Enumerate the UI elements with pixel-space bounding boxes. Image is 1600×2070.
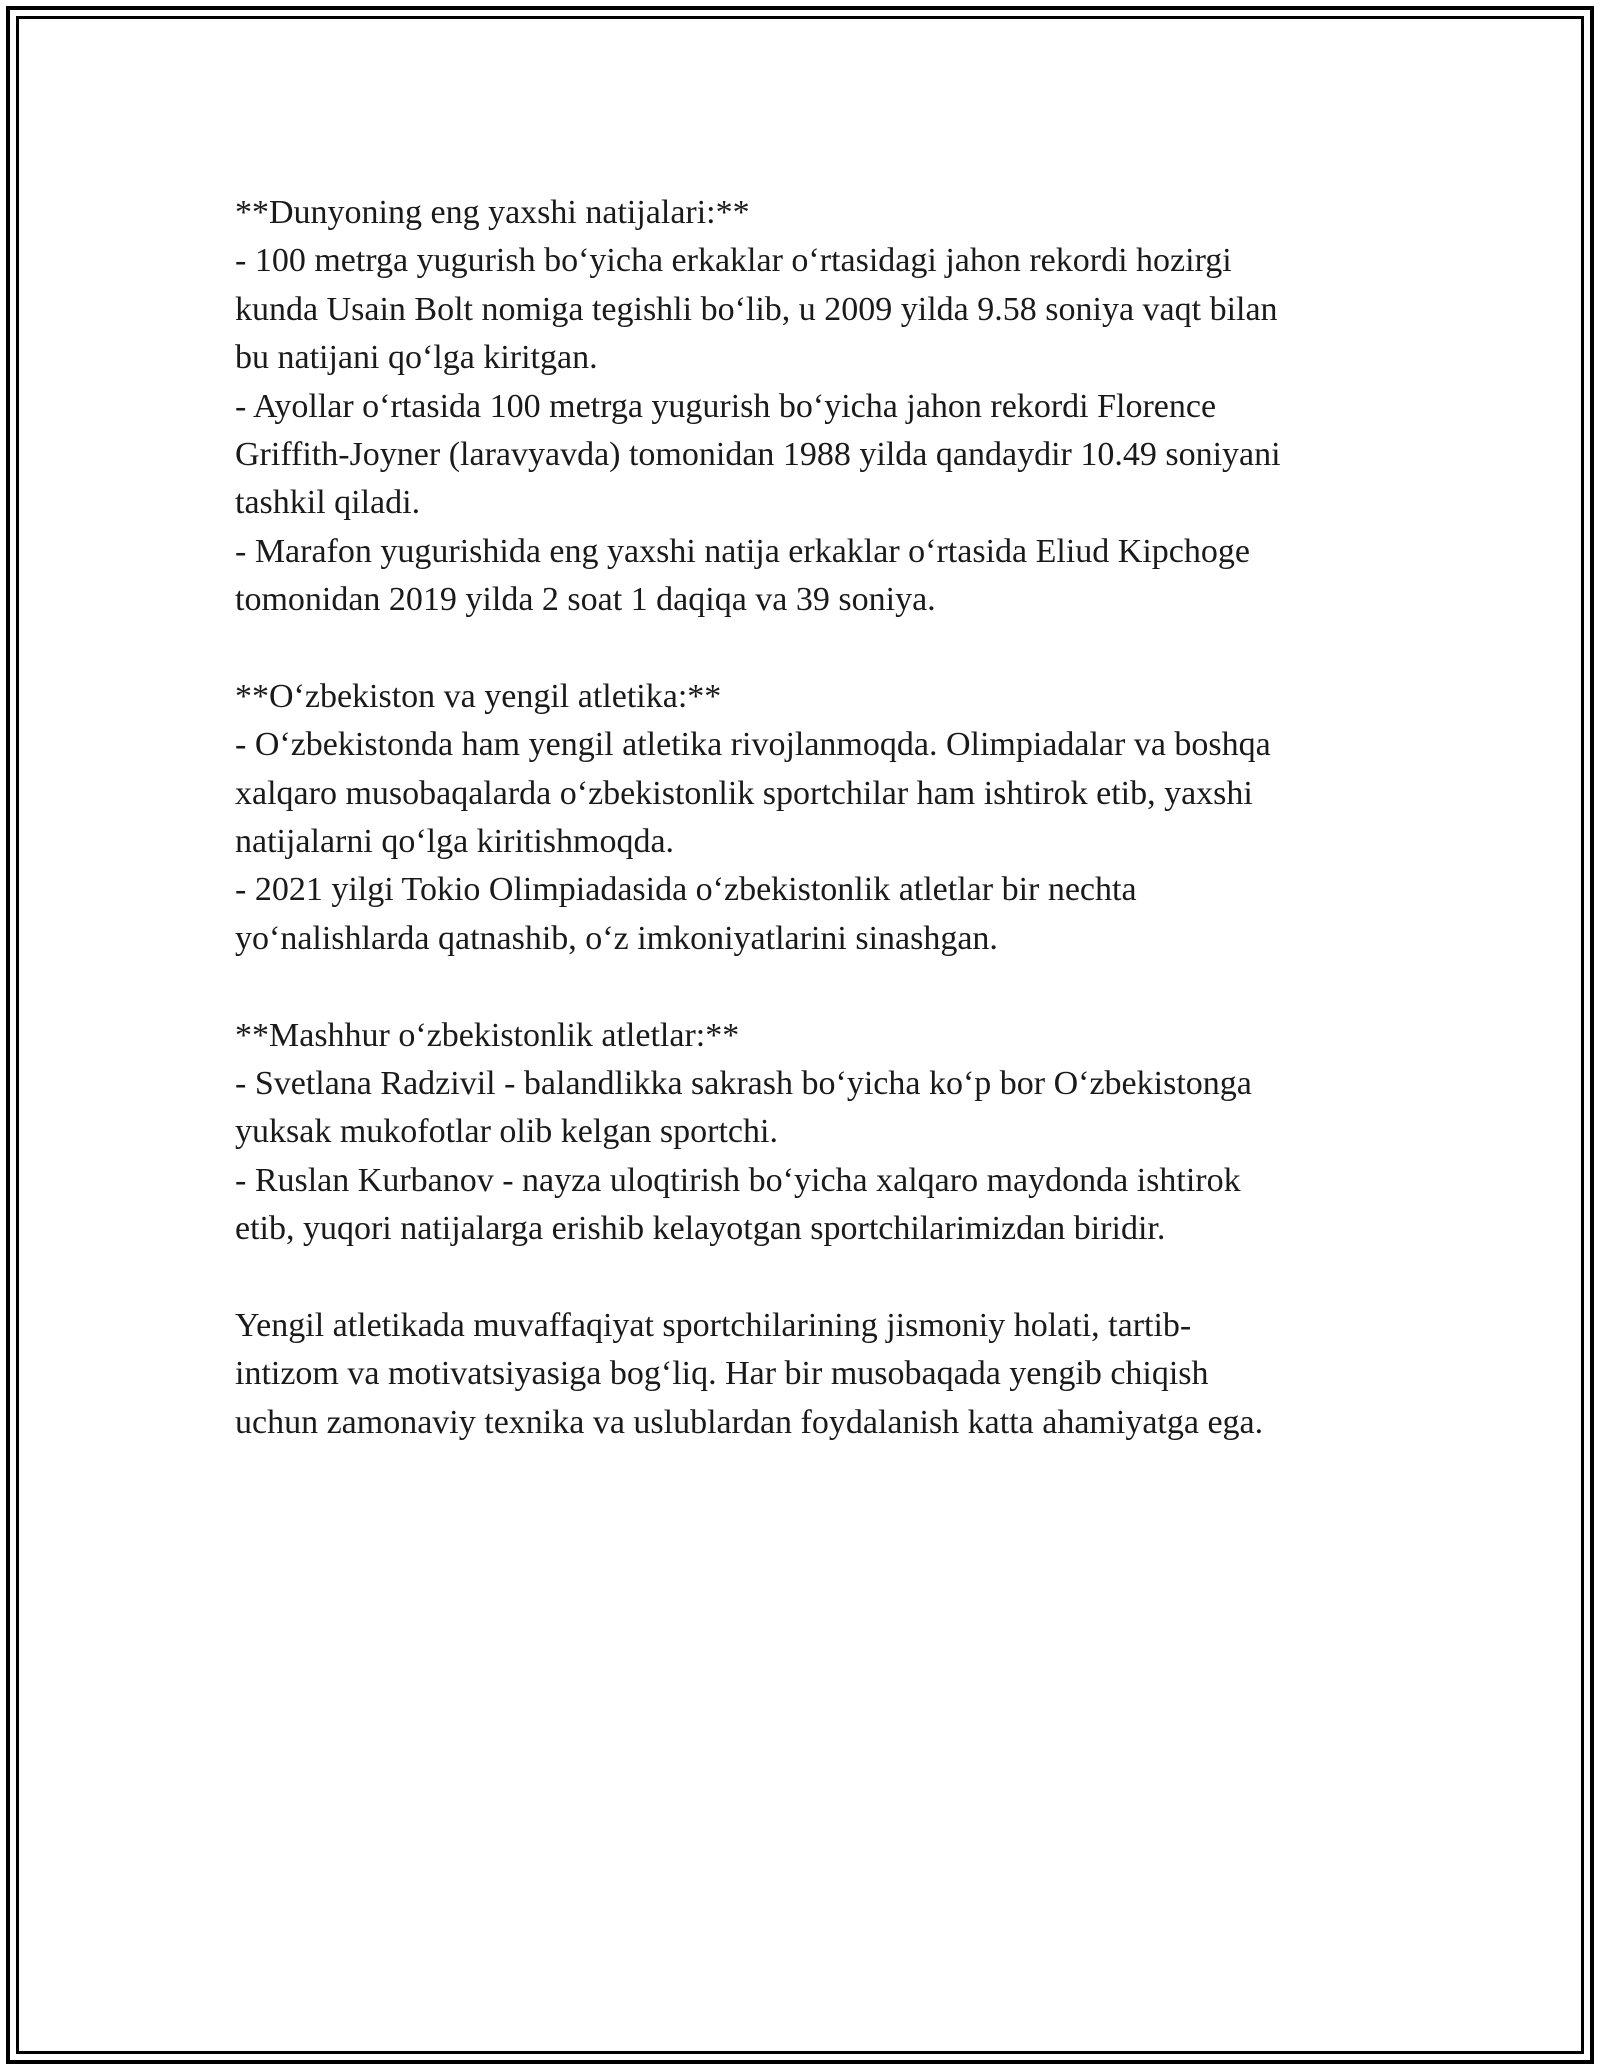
section-world-records [235, 189, 1395, 625]
text-line: bu natijani qo‘lga kiritgan. [235, 339, 598, 377]
text-line: tashkil qiladi. [235, 484, 421, 522]
text-line: natijalarni qo‘lga kiritishmoqda. [235, 823, 675, 861]
text-line: etib, yuqori natijalarga erishib kelayotgan sportchilarimizdan biridir. [235, 1210, 1166, 1248]
text-line: - Marafon yugurishida eng yaxshi natija erkaklar o‘rtasida Eliud Kipchoge [235, 532, 1250, 570]
text-line: - Svetlana Radzivil - balandlikka sakrash bo‘yicha ko‘p bor O‘zbekistonga [235, 1065, 1252, 1103]
text-line: - Ruslan Kurbanov - nayza uloqtirish bo‘yicha xalqaro maydonda ishtirok [235, 1161, 1241, 1199]
paragraph-gap [235, 1254, 1395, 1302]
text-line: - O‘zbekistonda ham yengil atletika rivojlanmoqda. Olimpiadalar va boshqa [235, 726, 1271, 764]
text-line: tomonidan 2019 yilda 2 soat 1 daqiqa va 39 soniya. [235, 581, 936, 619]
closing-paragraph [235, 1302, 1395, 1447]
text-line: yo‘nalishlarda qatnashib, o‘z imkoniyatlarini sinashgan. [235, 919, 998, 957]
text-line: intizom va motivatsiyasiga bog‘liq. Har bir musobaqada yengib chiqish [235, 1355, 1209, 1393]
text-line: Yengil atletikada muvaffaqiyat sportchilarining jismoniy holati, tartib- [235, 1306, 1192, 1344]
section-heading: **Mashhur o‘zbekistonlik atletlar:** [235, 1016, 740, 1054]
text-line: - 2021 yilgi Tokio Olimpiadasida o‘zbekistonlik atletlar bir nechta [235, 871, 1137, 909]
paragraph-gap [235, 625, 1395, 673]
section-famous-athletes [235, 1012, 1395, 1254]
section-uzbekistan-athletics [235, 673, 1395, 963]
document-body [235, 189, 1395, 1447]
text-line: kunda Usain Bolt nomiga tegishli bo‘lib, u 2009 yilda 9.58 soniya vaqt bilan [235, 290, 1278, 328]
text-line: yuksak mukofotlar olib kelgan sportchi. [235, 1113, 778, 1151]
text-line: xalqaro musobaqalarda o‘zbekistonlik sportchilar ham ishtirok etib, yaxshi [235, 774, 1253, 812]
text-line: uchun zamonaviy texnika va uslublardan foydalanish katta ahamiyatga ega. [235, 1403, 1264, 1441]
section-heading: **Dunyoning eng yaxshi natijalari:** [235, 194, 750, 231]
paragraph-gap [235, 963, 1395, 1011]
text-line: - Ayollar o‘rtasida 100 metrga yugurish bo‘yicha jahon rekordi Florence [235, 387, 1217, 425]
section-heading: **O‘zbekiston va yengil atletika:** [235, 677, 722, 715]
text-line: Griffith-Joyner (laravyavda) tomonidan 1988 yilda qandaydir 10.49 soniyani [235, 435, 1281, 473]
text-line: - 100 metrga yugurish bo‘yicha erkaklar o‘rtasidagi jahon rekordi hozirgi [235, 242, 1232, 280]
